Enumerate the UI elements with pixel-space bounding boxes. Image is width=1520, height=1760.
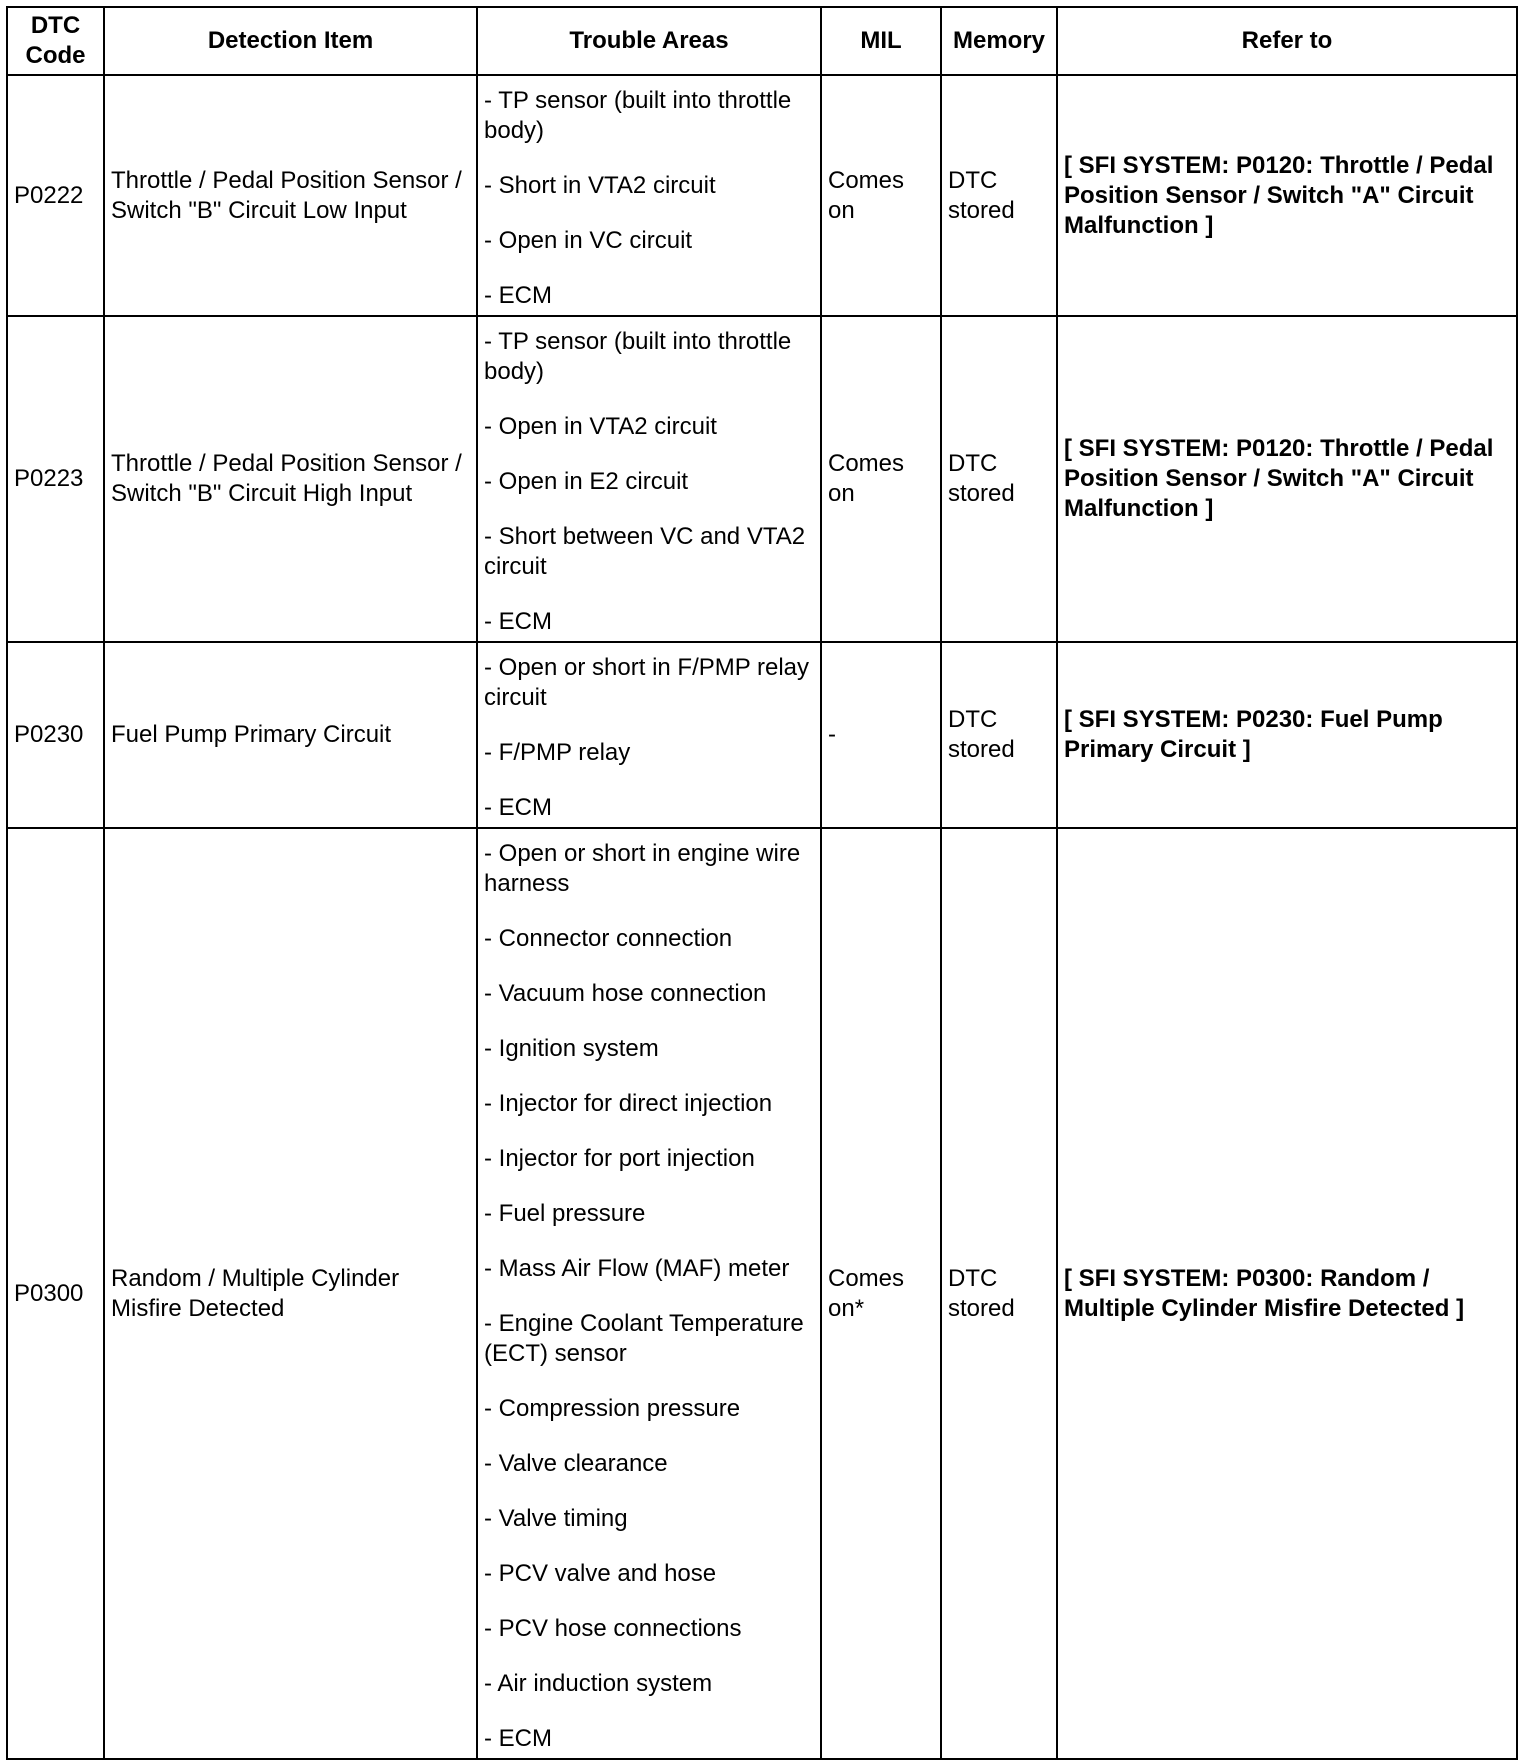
trouble-area-item: - Connector connection — [484, 925, 733, 952]
trouble-area-item: - Compression pressure — [484, 1395, 741, 1422]
trouble-area-item: - TP sensor (built into throttle body) — [484, 328, 792, 385]
trouble-areas-list — [484, 317, 814, 641]
dtc-code-cell: P0223 — [7, 316, 104, 642]
dtc-table — [6, 6, 1518, 1760]
header-trouble-areas: Trouble Areas — [477, 7, 821, 75]
trouble-area-item: - Mass Air Flow (MAF) meter — [484, 1255, 790, 1282]
trouble-area-item: - Engine Coolant Temperature (ECT) sensor — [484, 1310, 804, 1367]
detection-item-cell: Fuel Pump Primary Circuit — [104, 642, 477, 828]
memory-cell: DTC stored — [941, 642, 1057, 828]
trouble-area-item: - F/PMP relay — [484, 739, 631, 766]
detection-item-cell: Throttle / Pedal Position Sensor / Switch "B" Circuit Low Input — [104, 75, 477, 316]
table-row — [7, 316, 1517, 642]
trouble-area-item: - ECM — [484, 608, 552, 635]
dtc-code-cell: P0230 — [7, 642, 104, 828]
trouble-area-item: - Open in E2 circuit — [484, 468, 689, 495]
table-row — [7, 828, 1517, 1759]
refer-to-cell: [ SFI SYSTEM: P0300: Random / Multiple Cylinder Misfire Detected ] — [1057, 828, 1517, 1759]
trouble-area-item: - Valve timing — [484, 1505, 628, 1532]
trouble-area-item: - ECM — [484, 282, 552, 309]
header-refer-to: Refer to — [1057, 7, 1517, 75]
trouble-area-item: - Air induction system — [484, 1670, 713, 1697]
trouble-area-item: - Open or short in engine wire harness — [484, 840, 801, 897]
detection-item-cell: Random / Multiple Cylinder Misfire Detected — [104, 828, 477, 1759]
mil-cell: - — [821, 642, 941, 828]
trouble-area-item: - ECM — [484, 794, 552, 821]
trouble-area-item: - Open in VC circuit — [484, 227, 693, 254]
memory-cell: DTC stored — [941, 828, 1057, 1759]
trouble-areas-cell — [477, 316, 821, 642]
trouble-area-item: - Injector for direct injection — [484, 1090, 773, 1117]
dtc-code-cell: P0222 — [7, 75, 104, 316]
trouble-area-item: - Fuel pressure — [484, 1200, 646, 1227]
header-detection-item: Detection Item — [104, 7, 477, 75]
trouble-area-item: - Injector for port injection — [484, 1145, 755, 1172]
refer-to-cell: [ SFI SYSTEM: P0230: Fuel Pump Primary Circuit ] — [1057, 642, 1517, 828]
trouble-area-item: - Short in VTA2 circuit — [484, 172, 716, 199]
table-row — [7, 642, 1517, 828]
trouble-area-item: - Ignition system — [484, 1035, 659, 1062]
trouble-area-item: - TP sensor (built into throttle body) — [484, 87, 792, 144]
dtc-code-cell: P0300 — [7, 828, 104, 1759]
trouble-areas-list — [484, 643, 814, 827]
trouble-area-item: - ECM — [484, 1725, 552, 1752]
refer-to-cell: [ SFI SYSTEM: P0120: Throttle / Pedal Position Sensor / Switch "A" Circuit Malfunction ] — [1057, 75, 1517, 316]
trouble-area-item: - Vacuum hose connection — [484, 980, 767, 1007]
mil-cell: Comes on — [821, 316, 941, 642]
header-row — [7, 7, 1517, 75]
trouble-areas-list — [484, 829, 814, 1758]
detection-item-cell: Throttle / Pedal Position Sensor / Switch "B" Circuit High Input — [104, 316, 477, 642]
trouble-area-item: - Open or short in F/PMP relay circuit — [484, 654, 810, 711]
trouble-area-item: - PCV valve and hose — [484, 1560, 717, 1587]
header-dtc-code-line2: Code — [25, 42, 86, 69]
mil-cell: Comes on — [821, 75, 941, 316]
trouble-areas-cell — [477, 75, 821, 316]
table-body — [7, 75, 1517, 1759]
header-dtc-code — [7, 7, 104, 75]
table-row — [7, 75, 1517, 316]
refer-to-cell: [ SFI SYSTEM: P0120: Throttle / Pedal Position Sensor / Switch "A" Circuit Malfunction ] — [1057, 316, 1517, 642]
trouble-areas-cell — [477, 642, 821, 828]
header-memory: Memory — [941, 7, 1057, 75]
trouble-areas-cell — [477, 828, 821, 1759]
trouble-area-item: - Valve clearance — [484, 1450, 668, 1477]
trouble-area-item: - Open in VTA2 circuit — [484, 413, 717, 440]
header-mil: MIL — [821, 7, 941, 75]
header-dtc-code-line1: DTC — [30, 12, 81, 39]
memory-cell: DTC stored — [941, 75, 1057, 316]
trouble-areas-list — [484, 76, 814, 315]
table-header — [7, 7, 1517, 75]
trouble-area-item: - Short between VC and VTA2 circuit — [484, 523, 806, 580]
memory-cell: DTC stored — [941, 316, 1057, 642]
trouble-area-item: - PCV hose connections — [484, 1615, 742, 1642]
mil-cell: Comes on* — [821, 828, 941, 1759]
